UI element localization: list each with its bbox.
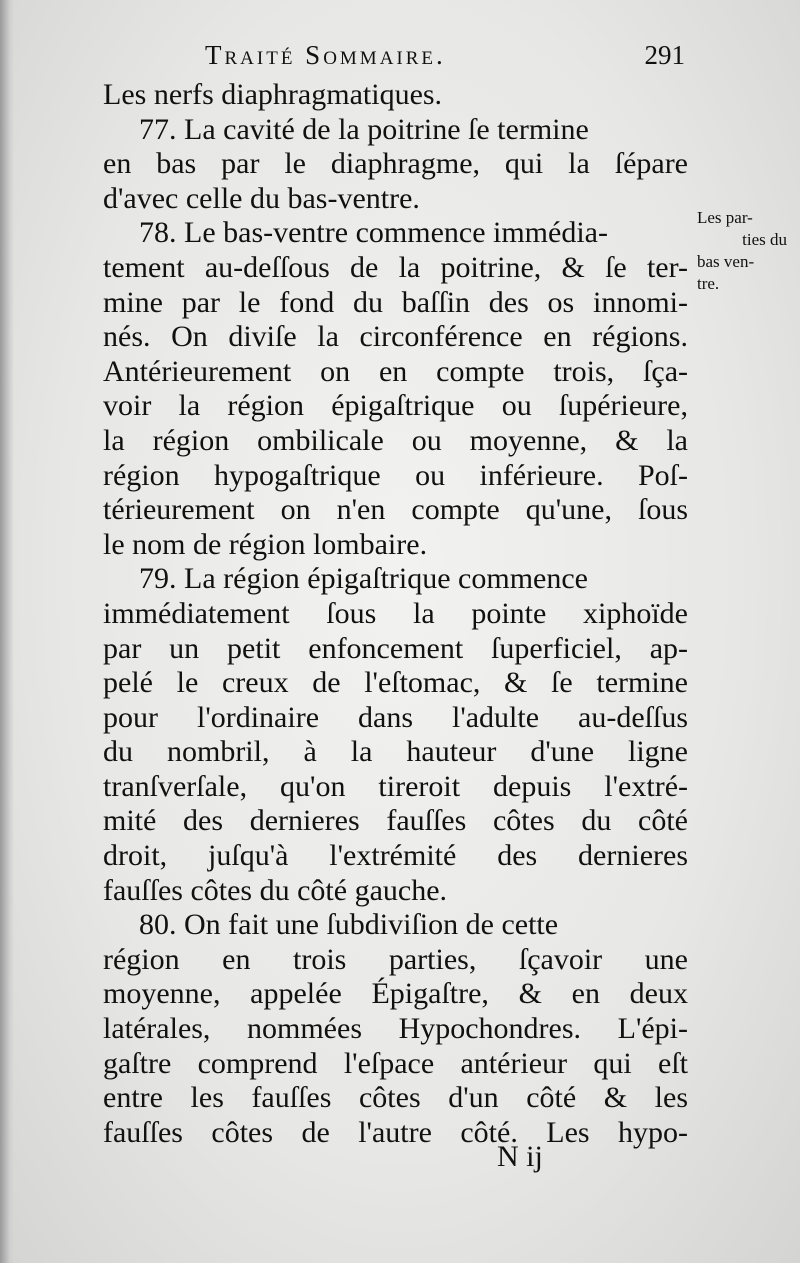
- text-line: Les nerfs diaphragmatiques.: [103, 78, 443, 111]
- text-line: mine par le fond du baſſin des os innomi-: [103, 285, 688, 319]
- text-line: en bas par le diaphragme, qui la ſépare: [103, 147, 688, 181]
- page-header: [205, 40, 685, 80]
- text-line: gaſtre comprend l'eſpace antérieur qui eſt: [103, 1046, 688, 1080]
- text-line: pour l'ordinaire dans l'adulte au-deſſus: [103, 700, 688, 734]
- body-text: [103, 78, 688, 1150]
- text-line: la région ombilicale ou moyenne, & la: [103, 423, 688, 457]
- text-line: région hypogaſtrique ou inférieure. Poſ-: [103, 458, 688, 492]
- text-line: 78. Le bas-ventre commence immédia-: [139, 216, 608, 250]
- signature-mark: N ij: [497, 1140, 543, 1173]
- text-line: du nombril, à la hauteur d'une ligne: [103, 735, 688, 769]
- text-line: entre les fauſſes côtes d'un côté & les: [103, 1081, 688, 1115]
- text-line: pelé le creux de l'eſtomac, & ſe termine: [103, 666, 688, 700]
- text-line: fauſſes côtes de l'autre côté. Les hypo-: [103, 1115, 688, 1149]
- text-line: fauſſes côtes du côté gauche.: [103, 873, 448, 907]
- text-line: 80. On fait une ſubdiviſion de cette: [139, 908, 559, 942]
- margin-note: [697, 207, 793, 295]
- text-line: térieurement on n'en compte qu'une, ſous: [103, 493, 688, 527]
- margin-note-line: tre.: [697, 274, 720, 293]
- text-line: par un petit enfoncement ſuperficiel, ap-: [103, 631, 688, 665]
- text-line: tranſverſale, qu'on tireroit depuis l'extré-: [103, 769, 688, 803]
- running-title: Traité Sommaire.: [205, 40, 446, 70]
- page-binding-edge: [0, 0, 14, 1263]
- text-line: 77. La cavité de la poitrine ſe termine: [139, 112, 589, 146]
- text-line: Antérieurement on en compte trois, ſça-: [103, 354, 688, 388]
- margin-note-line: Les par-: [697, 208, 753, 227]
- text-line: région en trois parties, ſçavoir une: [103, 942, 688, 976]
- text-line: voir la région épigaſtrique ou ſupérieure,: [103, 389, 688, 423]
- text-line: tement au-deſſous de la poitrine, & ſe ter-: [103, 250, 688, 284]
- text-line: le nom de région lombaire.: [103, 527, 428, 561]
- text-line: nés. On diviſe la circonférence en régions.: [103, 320, 688, 354]
- text-line: immédiatement ſous la pointe xiphoïde: [103, 596, 688, 630]
- text-line: mité des dernieres fauſſes côtes du côté: [103, 804, 688, 838]
- text-line: latérales, nommées Hypochondres. L'épi-: [103, 1012, 688, 1046]
- text-line: 79. La région épigaſtrique commence: [139, 562, 588, 596]
- page-number: 291: [644, 40, 685, 70]
- text-line: droit, juſqu'à l'extrémité des dernieres: [103, 839, 688, 873]
- text-line: d'avec celle du bas-ventre.: [103, 181, 420, 215]
- margin-note-line: ties du: [742, 230, 787, 249]
- text-line: moyenne, appelée Épigaſtre, & en deux: [103, 977, 688, 1011]
- margin-note-line: bas ven-: [697, 252, 755, 271]
